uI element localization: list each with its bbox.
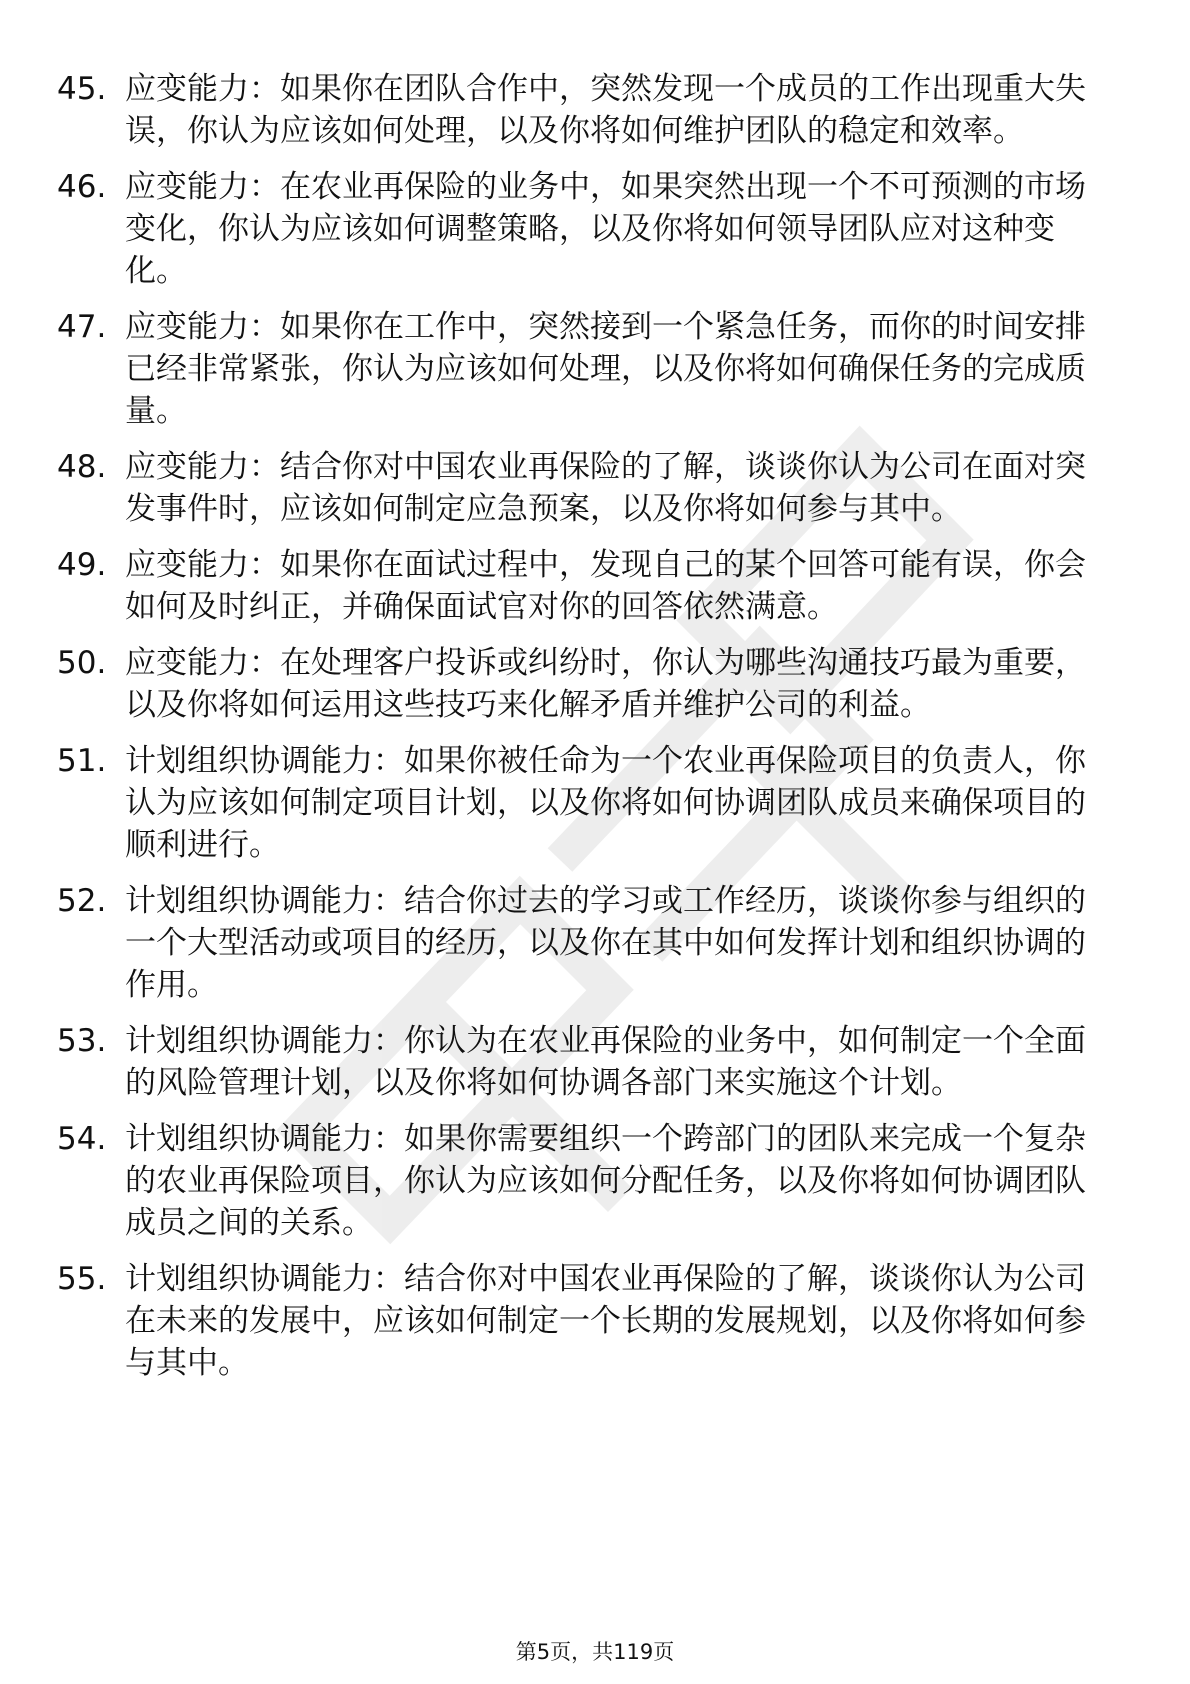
question-number: 48. <box>57 449 107 485</box>
question-text: 计划组织协调能力：结合你对中国农业再保险的了解，谈谈你认为公司在未来的发展中，应该如何制定一个长期的发展规划，以及你将如何参与其中。 <box>125 1261 1086 1381</box>
page-number: 第5页，共119页 <box>515 1640 675 1664</box>
question-text: 应变能力：在农业再保险的业务中，如果突然出现一个不可预测的市场变化，你认为应该如何调整策略，以及你将如何领导团队应对这种变化。 <box>125 169 1086 289</box>
list-item <box>57 544 1115 628</box>
question-number: 55. <box>57 1261 107 1297</box>
question-number: 51. <box>57 743 107 779</box>
question-text: 应变能力：如果你在工作中，突然接到一个紧急任务，而你的时间安排已经非常紧张，你认为应该如何处理，以及你将如何确保任务的完成质量。 <box>125 309 1086 429</box>
question-text: 计划组织协调能力：如果你需要组织一个跨部门的团队来完成一个复杂的农业再保险项目，你认为应该如何分配任务，以及你将如何协调团队成员之间的关系。 <box>125 1121 1086 1241</box>
list-item <box>57 306 1115 432</box>
question-number: 49. <box>57 547 107 583</box>
question-number: 46. <box>57 169 107 205</box>
list-item <box>57 642 1115 726</box>
list-item <box>57 1118 1115 1244</box>
question-text: 计划组织协调能力：如果你被任命为一个农业再保险项目的负责人，你认为应该如何制定项目计划，以及你将如何协调团队成员来确保项目的顺利进行。 <box>125 743 1086 863</box>
list-item <box>57 880 1115 1006</box>
question-text: 计划组织协调能力：你认为在农业再保险的业务中，如何制定一个全面的风险管理计划，以及你将如何协调各部门来实施这个计划。 <box>125 1023 1086 1101</box>
question-list <box>57 68 1115 1398</box>
question-number: 52. <box>57 883 107 919</box>
list-item <box>57 166 1115 292</box>
question-text: 应变能力：如果你在面试过程中，发现自己的某个回答可能有误，你会如何及时纠正，并确保面试官对你的回答依然满意。 <box>125 547 1086 625</box>
question-number: 50. <box>57 645 107 681</box>
list-item <box>57 446 1115 530</box>
list-item <box>57 1258 1115 1384</box>
list-item <box>57 1020 1115 1104</box>
question-text: 计划组织协调能力：结合你过去的学习或工作经历，谈谈你参与组织的一个大型活动或项目的经历，以及你在其中如何发挥计划和组织协调的作用。 <box>125 883 1086 1003</box>
question-text: 应变能力：如果你在团队合作中，突然发现一个成员的工作出现重大失误，你认为应该如何处理，以及你将如何维护团队的稳定和效率。 <box>125 71 1086 149</box>
question-number: 45. <box>57 71 107 107</box>
question-text: 应变能力：结合你对中国农业再保险的了解，谈谈你认为公司在面对突发事件时，应该如何制定应急预案，以及你将如何参与其中。 <box>125 449 1086 527</box>
list-item <box>57 740 1115 866</box>
question-text: 应变能力：在处理客户投诉或纠纷时，你认为哪些沟通技巧最为重要，以及你将如何运用这些技巧来化解矛盾并维护公司的利益。 <box>125 645 1086 723</box>
question-number: 47. <box>57 309 107 345</box>
list-item <box>57 68 1115 152</box>
question-number: 54. <box>57 1121 107 1157</box>
question-number: 53. <box>57 1023 107 1059</box>
